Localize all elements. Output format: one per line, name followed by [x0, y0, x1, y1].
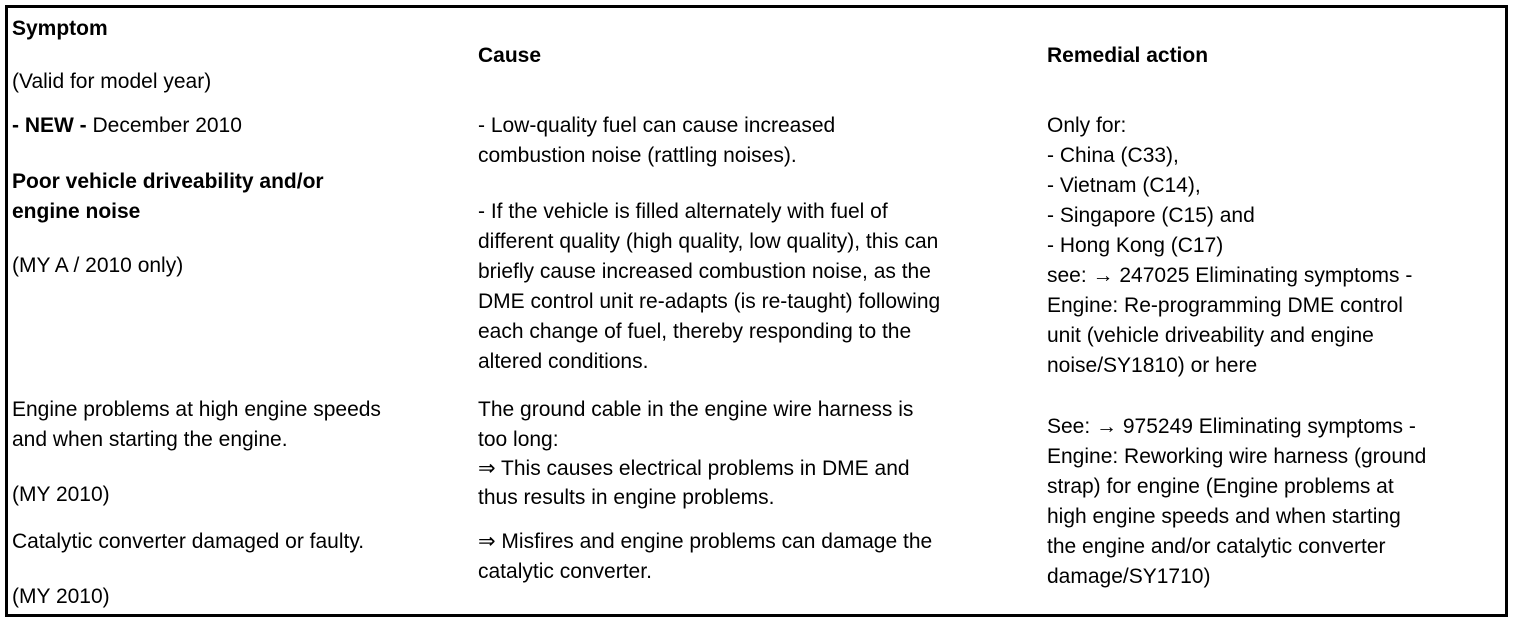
row2-cause-line: too long:	[478, 428, 559, 451]
row1-remedy-line: unit (vehicle driveability and engine	[1047, 324, 1374, 347]
row1-remedy-link-line[interactable]: see: → 247025 Eliminating symptoms -	[1047, 264, 1413, 287]
header-cause: Cause	[478, 44, 542, 67]
row3-cause-line: ⇒ Misfires and engine problems can damage the	[478, 530, 933, 553]
row1-cause2-line: DME control unit re-adapts (is re-taught) following	[478, 290, 941, 313]
row2-cause-line: ⇒ This causes electrical problems in DME and	[478, 457, 910, 480]
new-date: December 2010	[86, 114, 242, 137]
shared-remedy-line: strap) for engine (Engine problems at	[1047, 475, 1394, 498]
row1-remedy-line: noise/SY1810) or here	[1047, 354, 1258, 377]
row1-cause2-line: altered conditions.	[478, 350, 649, 373]
row1-cause2-line: each change of fuel, thereby responding to the	[478, 320, 912, 343]
row1-cause1-line: combustion noise (rattling noises).	[478, 144, 797, 167]
shared-remedy-link-line[interactable]: See: → 975249 Eliminating symptoms -	[1047, 415, 1416, 438]
row2-cause-line: The ground cable in the engine wire harness is	[478, 398, 914, 421]
header-remedial-action: Remedial action	[1047, 44, 1209, 67]
header-symptom-subtitle: (Valid for model year)	[12, 70, 212, 93]
row2-model-year: (MY 2010)	[12, 483, 110, 506]
row1-cause1-line: - Low-quality fuel can cause increased	[478, 114, 836, 137]
row1-cause2-line: different quality (high quality, low quality), this can	[478, 230, 939, 253]
row1-remedy-line: - Singapore (C15) and	[1047, 204, 1255, 227]
row2-symptom-line: Engine problems at high engine speeds	[12, 398, 381, 421]
row1-remedy-line: - Hong Kong (C17)	[1047, 234, 1224, 257]
row3-model-year: (MY 2010)	[12, 585, 110, 608]
row1-remedy-line: - Vietnam (C14),	[1047, 174, 1201, 197]
row1-remedy-line: Engine: Re-programming DME control	[1047, 294, 1403, 317]
shared-remedy-line: Engine: Reworking wire harness (ground	[1047, 445, 1427, 468]
shared-remedy-line: damage/SY1710)	[1047, 565, 1211, 588]
row1-cause2-line: briefly cause increased combustion noise, as the	[478, 260, 931, 283]
shared-remedy-line: high engine speeds and when starting	[1047, 505, 1401, 528]
row2-symptom-line: and when starting the engine.	[12, 428, 288, 451]
header-symptom: Symptom	[12, 17, 108, 40]
row1-symptom-title-line: engine noise	[12, 200, 141, 223]
row1-cause2-line: - If the vehicle is filled alternately with fuel of	[478, 200, 888, 223]
row1-model-year: (MY A / 2010 only)	[12, 254, 184, 277]
row3-cause-line: catalytic converter.	[478, 560, 652, 583]
row1-new-line	[12, 111, 242, 141]
row1-remedy-line: - China (C33),	[1047, 144, 1179, 167]
new-badge: - NEW -	[12, 114, 87, 137]
row2-cause-line: thus results in engine problems.	[478, 486, 775, 509]
row1-symptom-title-line: Poor vehicle driveability and/or	[12, 170, 324, 193]
row3-symptom: Catalytic converter damaged or faulty.	[12, 530, 365, 553]
row1-remedy-line: Only for:	[1047, 114, 1127, 137]
shared-remedy-line: the engine and/or catalytic converter	[1047, 535, 1386, 558]
